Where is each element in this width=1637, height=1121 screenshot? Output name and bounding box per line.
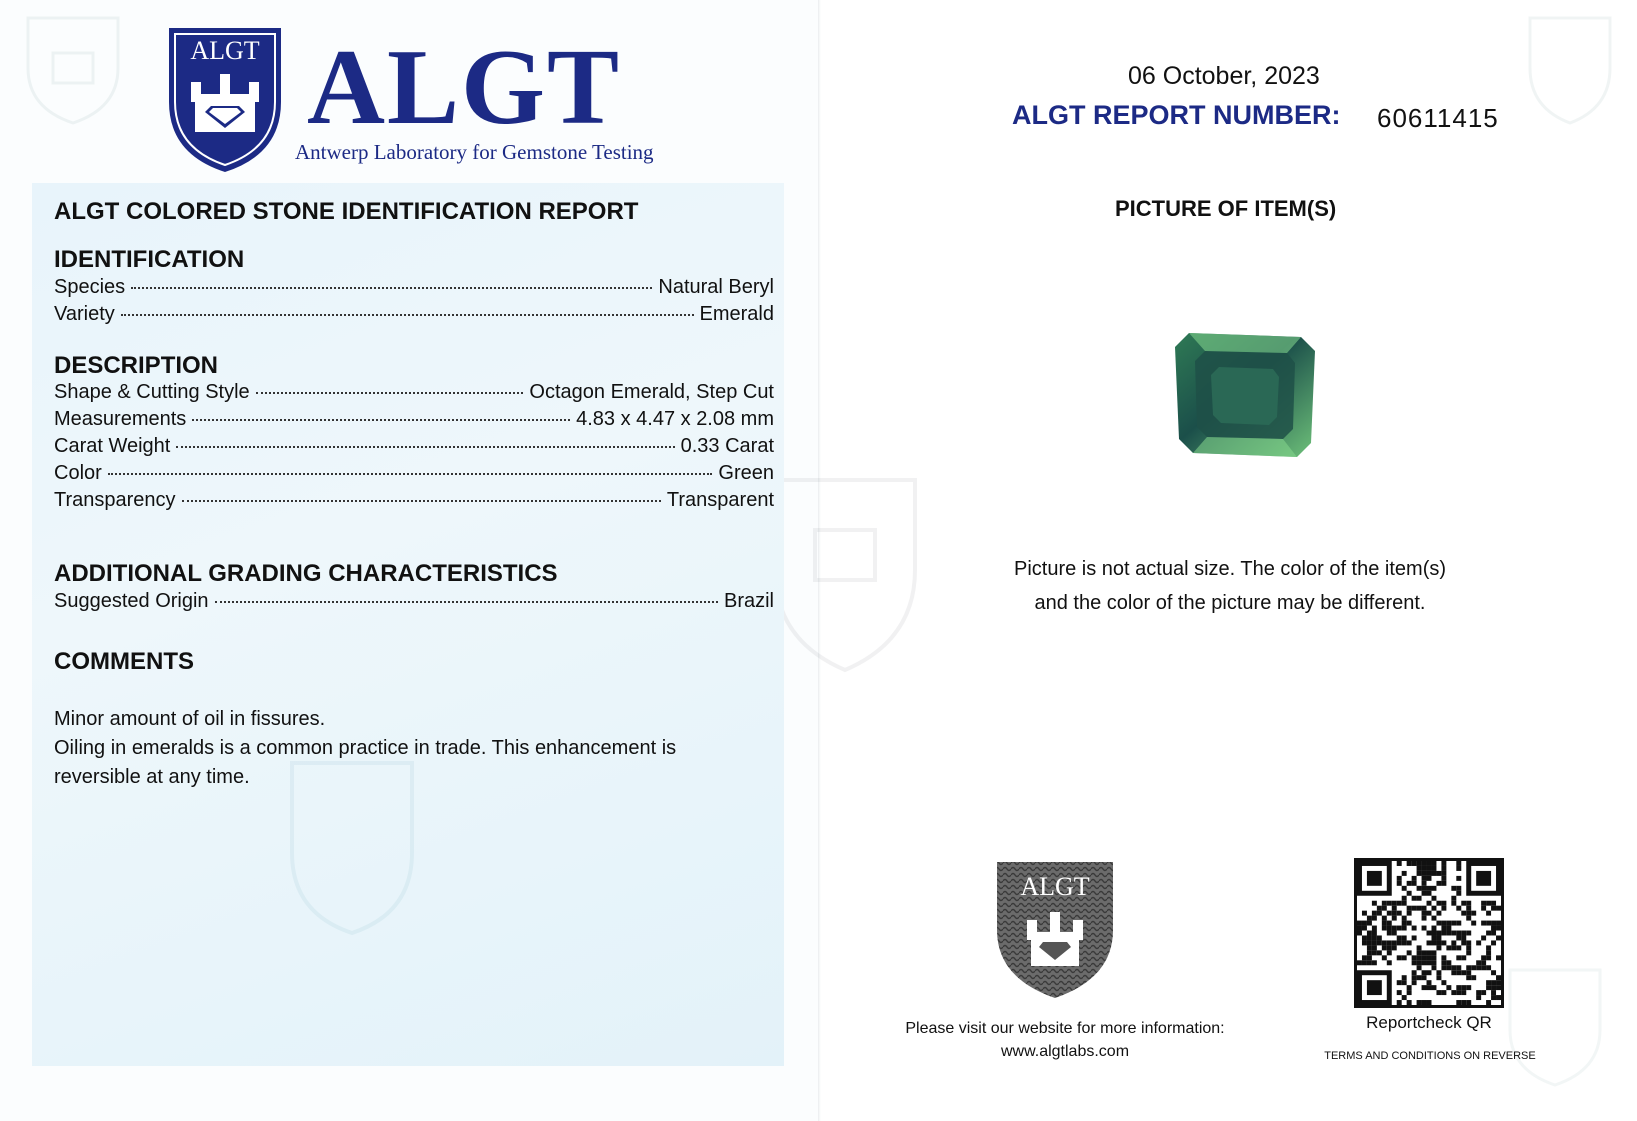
wordmark-text: ALGT [307, 28, 622, 147]
comments-body [54, 705, 754, 792]
comment-line: Oiling in emeralds is a common practice in trade. This enhancement is [54, 737, 677, 759]
row-shape-cutting-style [54, 381, 774, 407]
row-value: 4.83 x 4.47 x 2.08 mm [576, 408, 774, 430]
visit-line: Please visit our website for more information: [905, 1020, 1225, 1037]
row-transparency [54, 489, 774, 515]
report-date: 06 October, 2023 [1128, 62, 1320, 90]
row-value: Transparent [666, 489, 774, 511]
leader-dots [256, 392, 524, 394]
watermark-bottom-right [1500, 950, 1610, 1090]
description-heading: DESCRIPTION [54, 352, 219, 379]
row-value: Natural Beryl [658, 276, 774, 298]
emerald-gem-image [1175, 333, 1315, 457]
row-value: Green [718, 462, 774, 484]
leader-dots [108, 473, 713, 475]
identification-heading: IDENTIFICATION [54, 246, 245, 273]
row-measurements [54, 408, 774, 434]
report-number-label: ALGT REPORT NUMBER: [1012, 100, 1341, 130]
qr-code-pattern [1357, 861, 1501, 1005]
leader-dots [131, 287, 652, 289]
row-label: Variety [54, 303, 115, 325]
row-species [54, 276, 774, 302]
row-suggested-origin [54, 590, 774, 616]
watermark-top-right [1520, 8, 1620, 128]
row-value: Brazil [723, 590, 774, 612]
website-link[interactable]: www.algtlabs.com [1000, 1043, 1130, 1060]
logo-tagline: Antwerp Laboratory for Gemstone Testing [295, 140, 654, 164]
shield-text: ALGT [190, 36, 260, 65]
row-variety [54, 303, 774, 329]
leader-dots [121, 314, 694, 316]
leader-dots [215, 601, 718, 603]
comment-line: Minor amount of oil in fissures. [54, 708, 326, 730]
row-value: Emerald [699, 303, 774, 325]
row-value: Octagon Emerald, Step Cut [529, 381, 774, 403]
qr-label: Reportcheck QR [1366, 1013, 1492, 1032]
row-label: Species [54, 276, 126, 298]
terms-notice: TERMS AND CONDITIONS ON REVERSE [1324, 1050, 1536, 1062]
row-label: Carat Weight [54, 435, 171, 457]
algt-wordmark [307, 28, 621, 148]
leader-dots [192, 419, 570, 421]
report-title: ALGT COLORED STONE IDENTIFICATION REPORT [54, 198, 639, 225]
row-label: Measurements [54, 408, 187, 430]
row-label: Suggested Origin [54, 590, 209, 612]
picture-disclaimer [980, 552, 1480, 620]
row-label: Transparency [54, 489, 176, 511]
report-number: 60611415 [1377, 103, 1499, 133]
row-color [54, 462, 774, 488]
picture-heading: PICTURE OF ITEM(S) [1115, 196, 1337, 221]
disclaimer-line: and the color of the picture may be different. [1034, 592, 1426, 614]
row-label: Shape & Cutting Style [54, 381, 250, 403]
reportcheck-qr-code[interactable] [1354, 858, 1504, 1008]
watermark-top-left [18, 8, 128, 128]
disclaimer-line: Picture is not actual size. The color of the item(s) [1013, 558, 1447, 580]
comments-heading: COMMENTS [54, 648, 194, 675]
website-info [870, 1017, 1260, 1063]
additional-heading: ADDITIONAL GRADING CHARACTERISTICS [54, 560, 558, 587]
row-carat-weight [54, 435, 774, 461]
watermark-center [760, 420, 930, 680]
leader-dots [176, 446, 674, 448]
seal-text: ALGT [1020, 872, 1090, 901]
comment-line: reversible at any time. [54, 766, 250, 788]
row-label: Color [54, 462, 102, 484]
algt-logo [165, 20, 685, 180]
leader-dots [182, 500, 661, 502]
row-value: 0.33 Carat [680, 435, 774, 457]
